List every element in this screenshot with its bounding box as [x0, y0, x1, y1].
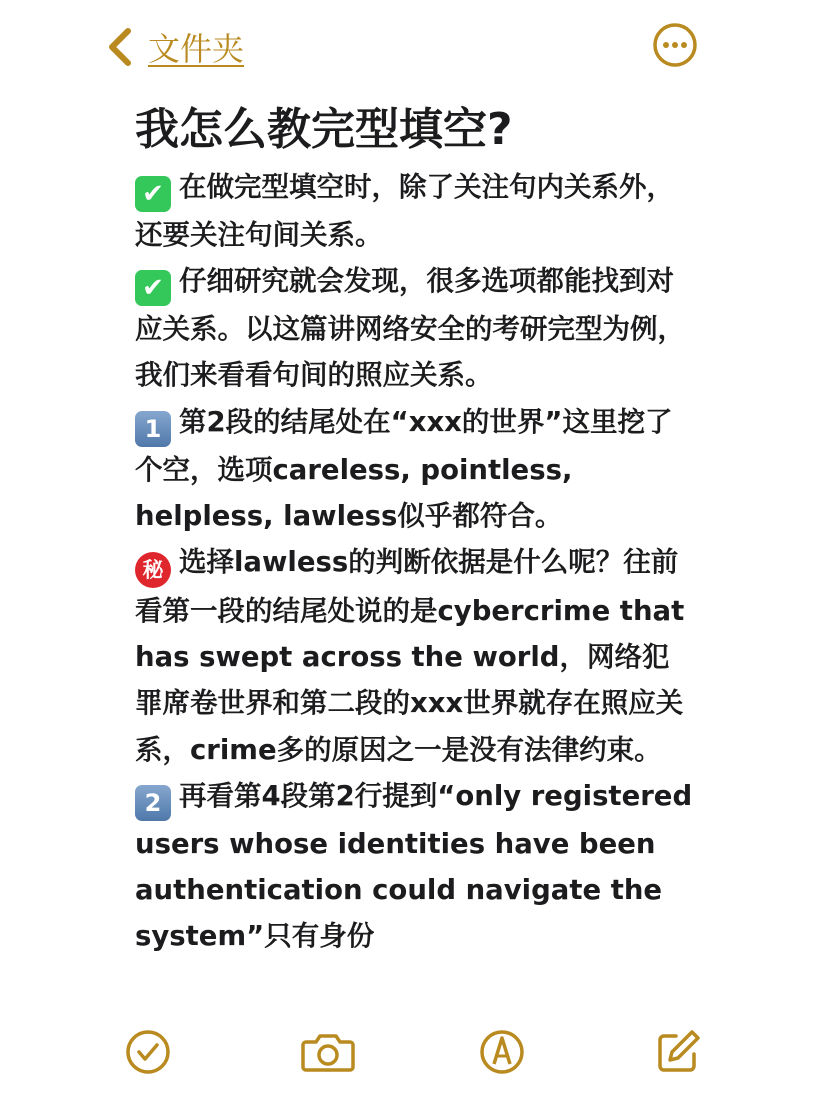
compose-icon: [654, 1028, 702, 1076]
back-button[interactable]: [104, 22, 244, 72]
note-body: [135, 164, 695, 959]
camera-button[interactable]: [300, 1028, 356, 1078]
note-paragraph: [135, 399, 695, 539]
checklist-icon: [124, 1028, 172, 1076]
checklist-button[interactable]: [124, 1028, 174, 1078]
check-mark-emoji: ✔: [135, 176, 171, 212]
secret-emoji: 秘: [135, 552, 171, 588]
note-paragraph: [135, 773, 695, 960]
note-title: 我怎么教完型填空?: [135, 104, 513, 155]
compose-button[interactable]: [654, 1028, 704, 1078]
note-content[interactable]: [135, 96, 695, 959]
paragraph-text: 仔细研究就会发现，很多选项都能找到对应关系。以这篇讲网络安全的考研完型为例，我们来看看句间的照应关系。: [135, 265, 685, 392]
paragraph-text: 选择lawless的判断依据是什么呢？往前看第一段的结尾处说的是cybercrime that has swept across the world，网络犯罪席卷世界和第二段的xxx世界就存在照应关系，crime多的原因之一是没有法律约束。: [135, 546, 685, 766]
note-paragraph: [135, 164, 695, 258]
more-options-button[interactable]: [652, 22, 698, 68]
navigation-bar: [0, 0, 823, 92]
note-paragraph: [135, 539, 695, 773]
paragraph-text: 第2段的结尾处在“xxx的世界”这里挖了个空，选项careless, pointless, helpless, lawless似乎都符合。: [135, 405, 673, 532]
bottom-toolbar: [0, 1028, 823, 1084]
ellipsis-circle-icon: [652, 22, 698, 68]
chevron-left-icon: [104, 25, 138, 69]
check-mark-emoji: ✔: [135, 270, 171, 306]
markup-pen-icon: [478, 1028, 526, 1076]
keycap-one-emoji: 1: [135, 411, 171, 447]
keycap-two-emoji: 2: [135, 785, 171, 821]
paragraph-text: 再看第4段第2行提到“only registered users whose identities have been authentication could navigate the system”只有身份: [135, 779, 693, 953]
note-paragraph: [135, 258, 695, 398]
camera-icon: [300, 1028, 356, 1076]
back-label: 文件夹: [148, 30, 245, 68]
paragraph-text: 在做完型填空时，除了关注句内关系外，还要关注句间关系。: [135, 171, 674, 251]
markup-button[interactable]: [478, 1028, 528, 1078]
